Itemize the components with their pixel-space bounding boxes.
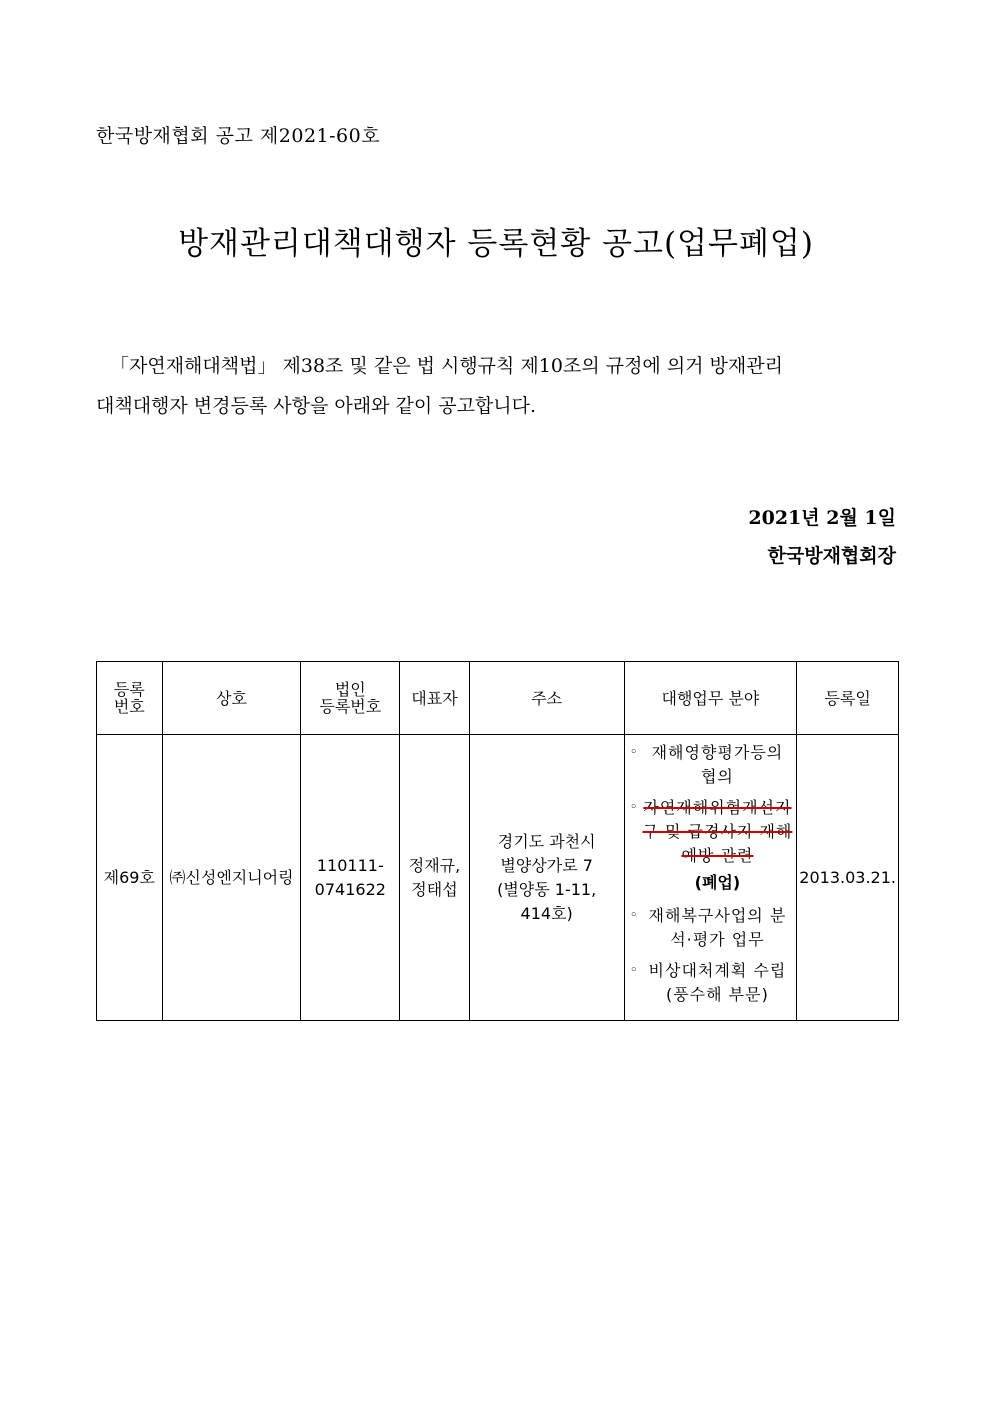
notice-body (96, 346, 896, 426)
page-title: 방재관리대책대행자 등록현황 공고(업무폐업) (178, 226, 814, 262)
bullet-icon: ◦ (629, 908, 638, 923)
field-text: 재해영향평가등의 협의 (651, 743, 784, 786)
cell-corp-reg-no: 110111- 0741622 (301, 735, 400, 1021)
header-address: 주소 (469, 662, 624, 735)
header-reg-date: 등록일 (797, 662, 899, 735)
cell-representative: 정재규, 정태섭 (400, 735, 470, 1021)
field-text-struck: 자연재해위험개선지구 및 급경사지 재해예방 관련 (642, 798, 793, 865)
table-header-row (97, 662, 899, 735)
header-company: 상호 (162, 662, 301, 735)
cell-reg-date: 2013.03.21. (797, 735, 899, 1021)
cell-fields (624, 735, 797, 1021)
header-corp-reg-no: 법인 등록번호 (301, 662, 400, 735)
field-item (627, 796, 795, 868)
closed-label: (폐업) (694, 873, 741, 892)
bullet-icon: ◦ (629, 963, 638, 978)
header-reg-no: 등록 번호 (97, 662, 163, 735)
cell-address: 경기도 과천시 별양상가로 7 (별양동 1-11, 414호) (469, 735, 624, 1021)
field-item (627, 904, 795, 952)
notice-date: 2021년 2월 1일 (748, 507, 896, 529)
table-row (97, 735, 899, 1021)
cell-reg-no: 제69호 (97, 735, 163, 1021)
registration-table (96, 661, 899, 1021)
field-text: 비상대처계획 수립(풍수해 부문) (648, 961, 787, 1004)
bullet-icon: ◦ (629, 745, 638, 760)
header-fields: 대행업무 분야 (624, 662, 797, 735)
field-item (627, 959, 795, 1007)
bullet-icon: ◦ (629, 800, 638, 815)
cell-company: ㈜신성엔지니어링 (162, 735, 301, 1021)
issuer: 한국방재협회장 (767, 545, 896, 567)
field-text: 재해복구사업의 분석·평가 업무 (648, 906, 787, 949)
notice-body-line-1: 「자연재해대책법」 제38조 및 같은 법 시행규칙 제10조의 규정에 의거 방재관리 (110, 355, 783, 377)
notice-number: 한국방재협회 공고 제2021-60호 (96, 125, 381, 147)
field-item (627, 741, 795, 789)
notice-body-line-2: 대책대행자 변경등록 사항을 아래와 같이 공고합니다. (96, 395, 537, 417)
header-representative: 대표자 (400, 662, 470, 735)
